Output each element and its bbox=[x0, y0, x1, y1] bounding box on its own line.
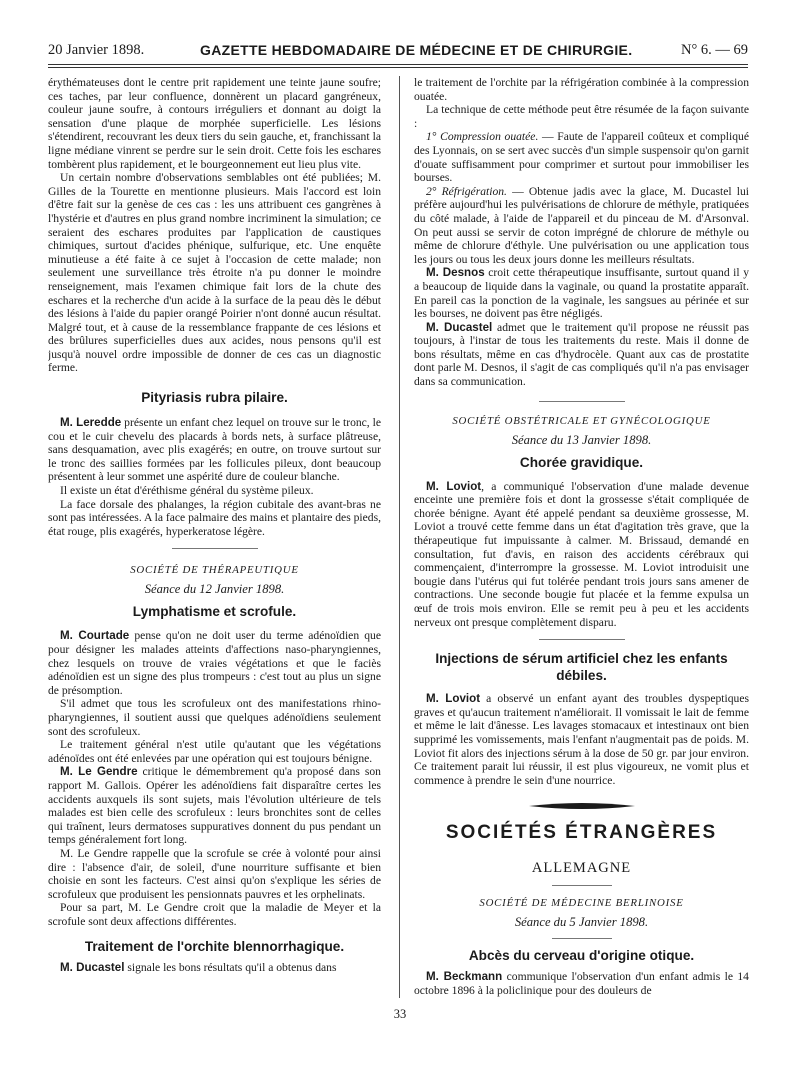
paragraph: M. Le Gendre critique le démembrement qu'a proposé dans son rapport M. Gallois. Opérer les adénoïdiens fait disparaître certes les accidents auxquels ils sont sujets, mais l'évolution ultérieure de tels malades est bien celle des scrofuleux : leurs bronchites sont de celles qui traînent, leurs dermatoses suppuratives donnent du pus pendant un temps généralement fort long. bbox=[48, 765, 381, 847]
session-date: Séance du 5 Janvier 1898. bbox=[514, 915, 649, 930]
session-date: Séance du 13 Janvier 1898. bbox=[511, 432, 652, 447]
separator bbox=[539, 639, 625, 640]
author-name: M. Desnos bbox=[426, 266, 485, 280]
author-name: M. Ducastel bbox=[426, 320, 493, 334]
paragraph: Il existe un état d'éréthisme général du système pileux. bbox=[60, 484, 314, 498]
society-name: SOCIÉTÉ DE THÉRAPEUTIQUE bbox=[130, 564, 299, 577]
separator bbox=[172, 548, 258, 549]
column-divider bbox=[399, 76, 400, 998]
paragraph: M. Le Gendre rappelle que la scrofule se crée à volonté pour ainsi dire : l'absence d'air, de soleil, d'une nourriture suffisante et bien choisie en sont les facteurs. C'est ainsi qu'on s'explique les séries de scrofuleux que produisent les pensionnats pauvres et les orphelinats. bbox=[48, 846, 381, 901]
author-name: M. Courtade bbox=[60, 629, 130, 643]
paragraph: M. Loviot, a communiqué l'observation d'une malade devenue enceinte une première fois et dont la grossesse s'était compliquée de chorée bénigne. Ayant été appelé pendant sa deuxième grossesse, M. Loviot a trouvé cette femme dans un état d'agitation très grave, que la thérapeutique fut impuissante à calmer. M. Brissaud, demandé en consultation, fut d'avis, en raison des accidents cérébraux qui commençaient, d'interrompre la grossesse. M. Loviot introduisit une bougie dans l'utérus qui fut tolérée pendant trois jours sans amener de contractions. Une seconde bougie fut placée et la femme expulsa un œuf de trois mois environ. Elle se remit peu à peu et les accidents nerveux ont presque complètement disparu. bbox=[414, 479, 749, 629]
issue-number: N° 6. — 69 bbox=[680, 42, 748, 58]
left-column bbox=[48, 76, 381, 998]
separator bbox=[552, 938, 612, 939]
paragraph: M. Leredde présente un enfant chez lequel on trouve sur le tronc, le cou et le cuir chevelu des placards à bords nets, à surface plâtreuse, sans desquamation, avec plis exagérés; en outre, on trouve surtout sur le tronc des saillies formées par les follicules pileux, dont beaucoup présentent à leur sommet une aspérité dure de couleur blanche. bbox=[48, 416, 381, 484]
header-rule bbox=[48, 64, 748, 65]
ornamental-rule bbox=[527, 801, 637, 811]
separator bbox=[539, 401, 625, 402]
paragraph: érythémateuses dont le centre prit rapidement une teinte jaune soufre; ces taches, par leur confluence, donnèrent un placard gangréneux, couleur jaune soufre, à contours irréguliers et donnant au doigt la sensation d'une plaque de morphée superficielle. Les lésions s'étendirent, recouvrant les deux tiers du sein gauche, et, franchissant la ligne médiane vinrent se perdre sur le sein droit. Cette fois les eschares tombèrent plus rapidement, et le bourgeonnement eut lieu plus vite. bbox=[48, 76, 381, 171]
paragraph: M. Courtade pense qu'on ne doit user du terme adénoïdien que pour désigner les malades atteints d'affections naso-pharyngiennes, chez lesquels on trouve de vraies végétations et que le faciès adénoïdien est un signe des plus trompeurs : c'est tout au plus un signe de présomption. bbox=[48, 629, 381, 697]
paragraph: 2° Réfrigération. — Obtenue jadis avec la glace, M. Ducastel lui préfère aujourd'hui les pulvérisations de chlorure de méthyle, pratiquées du côté malade, à l'aide de l'appareil et du pinceau de M. d'Arsonval. On peut aussi se servir de coton imprégné de chlorure de méthyle ou même de chlorure d'éthyle. Une pulvérisation ou une application tous les jours ou tous les deux jours donne les meilleurs résultats. bbox=[414, 184, 749, 266]
list-label: 1° Compression ouatée. bbox=[426, 130, 539, 144]
paragraph: M. Beckmann communique l'observation d'un enfant admis le 14 octobre 1896 à la policlinique pour des douleurs de bbox=[414, 970, 749, 997]
paragraph: Pour sa part, M. Le Gendre croit que la maladie de Meyer et la scrofule sont deux affections différentes. bbox=[48, 901, 381, 928]
session-date: Séance du 12 Janvier 1898. bbox=[144, 582, 285, 597]
paragraph: La face dorsale des phalanges, la région cubitale des avant-bras ne sont pas intéressées. A la face palmaire des mains et plantaire des pieds, état rouge, plis exagérés, hyperkeratose légère. bbox=[48, 497, 381, 538]
paragraph: le traitement de l'orchite par la réfrigération combinée à la compression ouatée. bbox=[414, 76, 749, 103]
journal-title: GAZETTE HEBDOMADAIRE DE MÉDECINE ET DE CHIRURGIE. bbox=[200, 42, 633, 58]
running-header bbox=[48, 40, 748, 60]
paragraph: Le traitement général n'est utile qu'autant que les végétations adénoïdes ont été enlevées par une opération qui est toujours bénigne. bbox=[48, 738, 381, 765]
right-column bbox=[414, 76, 749, 998]
section-heading: Abcès du cerveau d'origine otique. bbox=[468, 948, 695, 964]
header-date: 20 Janvier 1898. bbox=[48, 42, 145, 58]
paragraph: M. Ducastel signale les bons résultats qu'il a obtenus dans bbox=[60, 961, 337, 975]
paragraph: M. Ducastel admet que le traitement qu'il propose ne réussit pas toujours, à l'instar de tous les traitements du reste. Mais il donne de bons résultats, même en cas d'hydrocèle. Quant aux cas de prostatite dont parle M. Desnos, il s'agit de cas compliqués qu'il n'a pas envisager dans sa communication. bbox=[414, 320, 749, 389]
country-heading: ALLEMAGNE bbox=[531, 860, 632, 877]
author-name: M. Le Gendre bbox=[60, 765, 138, 779]
header-rule-double bbox=[48, 67, 748, 68]
paragraph: 1° Compression ouatée. — Faute de l'appareil coûteux et compliqué des Lyonnais, on se sert avec succès d'un simple suspensoir qu'on garnit d'ouate suffisamment pour comprimer et surtout pour immobiliser les bourses. bbox=[414, 130, 749, 185]
paragraph: M. Desnos croit cette thérapeutique insuffisante, surtout quand il y a beaucoup de liquide dans la vaginale, ou quand la prostatite apparaît. En pareil cas la ponction de la vaginale, les sangsues au périnée et sur les bourses, ne doivent pas être négligés. bbox=[414, 266, 749, 321]
paragraph: Un certain nombre d'observations semblables ont été publiées; M. Gilles de la Tourette en mentionne plusieurs. Mais l'accord est loin d'être fait sur la genèse de ces cas : les uns attribuent ces gangrènes à l'hystérie et d'autres en plus grand nombre incriminent la simulation; ce seraient des eschares produites par l'application de caustiques chimiques, surtout d'acides phénique, sulfurique, etc. Une enquête minutieuse a été faite à ce sujet à l'occasion de cette malade; non seulement une surveillance très étroite n'a pu donner le moindre renseignement, mais l'examen chimique fait lors de la chute des eschares et la recherche d'un acide à la surface de la peau dès le début des lésions à l'aide du papier orangé Poirier n'ont donné aucun résultat. Malgré tout, et à cause de la ressemblance frappante de ces lésions et des brûlures superficielles dues aux acides, nous pensons qu'il est jusqu'à nouvel ordre impossible de donner de ces cas un diagnostic ferme. bbox=[48, 171, 381, 375]
section-heading: Pityriasis rubra pilaire. bbox=[141, 390, 288, 406]
paragraph: M. Loviot a observé un enfant ayant des troubles dyspeptiques graves et qu'aucun traitement n'améliorait. Il vomissait le lait de femme et même le lait d'ânesse. Les lavages stomacaux et intestinaux ont bien supprimé les vomissements, mais l'enfant n'augmentait pas de poids. M. Loviot fit alors des injections sérum à la dose de 50 gr. par jour environ. Ce traitement parait lui réussir, il est plus vigoureux, ne vomit plus et commence à prendre le sein d'une nourrice. bbox=[414, 692, 749, 787]
section-heading: Lymphatisme et scrofule. bbox=[132, 604, 297, 620]
author-name: M. Loviot bbox=[426, 479, 482, 493]
paragraph: La technique de cette méthode peut être résumée de la façon suivante : bbox=[414, 103, 749, 130]
section-heading: Traitement de l'orchite blennorrhagique. bbox=[84, 939, 345, 955]
author-name: M. Beckmann bbox=[426, 970, 503, 984]
society-name: SOCIÉTÉ DE MÉDECINE BERLINOISE bbox=[479, 897, 684, 910]
author-name: M. Ducastel bbox=[60, 961, 125, 975]
section-heading: Chorée gravidique. bbox=[519, 454, 644, 470]
author-name: M. Loviot bbox=[426, 692, 481, 706]
page-folio: 33 bbox=[393, 1007, 407, 1021]
paragraph: S'il admet que tous les scrofuleux ont des manifestations rhino-pharyngiennes, il soutient aussi que quelques adénoïdiens seulement sont des scrofuleux. bbox=[48, 697, 381, 738]
section-heading: Injections de sérum artificiel chez les enfants débiles. bbox=[435, 651, 728, 684]
author-name: M. Leredde bbox=[60, 416, 122, 430]
list-label: 2° Réfrigération. bbox=[426, 184, 507, 198]
society-name: SOCIÉTÉ OBSTÉTRICALE ET GYNÉCOLOGIQUE bbox=[452, 414, 711, 427]
foreign-societies-heading: SOCIÉTÉS ÉTRANGÈRES bbox=[445, 822, 718, 844]
separator bbox=[552, 885, 612, 886]
